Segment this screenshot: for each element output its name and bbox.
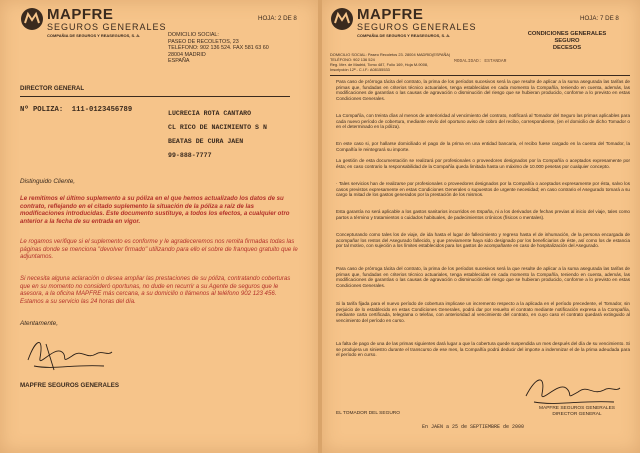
recipient-line: CL RICO DE NACIMIENTO S N bbox=[168, 124, 267, 131]
policy-number: 111-0123456789 bbox=[71, 106, 133, 114]
policy-label: Nº POLIZA: bbox=[20, 106, 64, 114]
brand-tagline: COMPAÑIA DE SEGUROS Y REASEGUROS, S. A. bbox=[47, 33, 141, 38]
right-page bbox=[322, 0, 640, 453]
company-signature-label bbox=[522, 406, 632, 418]
address-line: Reg. Mer. de Madrid, Tomo 487, Folio 169, Hoja M-9008, bbox=[330, 61, 429, 67]
paragraph-contact: Si necesita alguna aclaración o desea ampliar las prestaciones de su póliza, contratando coberturas que en su momento no consideró oportunas, no dude en recurrir a su Agente de seguros que le asesora, a la oficina MAPFRE más cercana, a su domicilio o llámenos al teléfono 902 123 456. Estamos a su servicio las 24 horas del día. bbox=[20, 275, 291, 305]
recipient-line: BEATAS DE CURA JAEN bbox=[168, 138, 244, 145]
mapfre-emblem-icon bbox=[20, 7, 44, 31]
clause-paragraph: · Tales servicios han de realizarse por profesionales o proveedores designados por la Compañía o aceptados expresamente por ésta, salvo los casos previstos expresamente en estas Condiciones Generales o supuestos de urgente necesidad; en caso contrario el Asegurado tomará a su cargo la mitad de los gastos generados por la prestación de los mismos. bbox=[336, 181, 630, 197]
page-label: HOJA: 2 DE 8 bbox=[258, 15, 297, 22]
document-title bbox=[512, 31, 622, 52]
clause-paragraph: Concepturando como tales los de viaje, de ida hasta el lugar de fallecimiento y regreso hasta el de inhumación, de la persona encargada de acompañar los restos del Asegurado fallecido, y que previamente haya sido designado por los beneficiarios de éste, así como los de estancia por tal motivo, con sujeción a los límites establecidos para los gastos de acompañante en caso de hospitalización del Asegurado. bbox=[336, 232, 630, 248]
clause-paragraph: Para caso de prórroga tácita del contrato, la prima de los períodos sucesivos será la que resulte de aplicar a la suma asegurada las tarifas de primas que, fundadas en criterios técnico actuariales, tenga establecidas en cada momento la Compañía, teniendo en cuenta, además, las modificaciones de garantías o las causas de agravación o disminución del riesgo que se hubieran producido, conforme a lo previsto en estas Condiciones Generales. bbox=[336, 79, 630, 101]
company-signature bbox=[522, 366, 622, 410]
modality-label: MODALIDAD: ESTANDAR bbox=[454, 59, 507, 64]
recipient-line: 99-888-7777 bbox=[168, 152, 212, 159]
clause-paragraph: Si la tarifa fijada para el nuevo período de cobertura implicase un incremento respecto a la aplicada en el período precedente, el Tomador, sin perjuicio de lo establecido en estas Condiciones Generales, podrá dar por resuelto el contrato mediante notificación expresa a la Compañía, mediante carta certificada, telegrama o telefax, con anterioridad al vencimiento del contrato, en cuyo caso el contrato quedará extinguido al vencimiento del período en curso. bbox=[336, 301, 630, 323]
recipient-block bbox=[168, 107, 267, 163]
brand-tagline: COMPAÑIA DE SEGUROS Y REASEGUROS, S. A. bbox=[357, 33, 451, 38]
address-line: Inscripción 12ª - C.I.F.: A08155533 bbox=[330, 66, 390, 72]
clause-paragraph: En este caso si, por hallarse domiciliado el pago de la prima en una entidad bancaria, el recibo fuese cargado en la cuenta del Tomador, la Compañía le reintegrará su importe. bbox=[336, 141, 630, 152]
divider bbox=[20, 96, 290, 97]
clause-paragraph: La Compañía, con treinta días al menos de anterioridad al vencimiento del contrato, notificará al Tomador del Seguro las primas aplicables para cada nuevo período de cobertura, mediante envío del oportuno aviso de cobro del recibo, correspondiente, (en el domicilio de dicho Tomador o en el determinado en la póliza). bbox=[336, 113, 630, 129]
clause-paragraph: La gestión de esta documentación se realizará por profesionales o proveedores designados por la Compañía o aceptados expresamente por ésta; en caso contrario la responsabilidad de la Compañía queda limitada hasta un máximo de 10.000 pesetas por cualquier concepto. bbox=[336, 158, 630, 169]
mapfre-logo bbox=[330, 7, 477, 38]
company-signature-line: MAPFRE SEGUROS GENERALES bbox=[539, 406, 615, 411]
clause-paragraph: Esta garantía no será aplicable a los gastos sanitarios incurridos en España, ni a los derivados de fechas previas al inicio del viaje, tales como partos a término y tratamientos o cuidados habituales, de padecimientos crónicos (físicos o mentales). bbox=[336, 209, 630, 220]
brand-subtitle: SEGUROS GENERALES bbox=[47, 22, 167, 32]
brand-name: MAPFRE bbox=[357, 6, 424, 23]
address-block bbox=[168, 32, 269, 65]
brand-subtitle: SEGUROS GENERALES bbox=[357, 22, 477, 32]
director-heading: DIRECTOR GENERAL bbox=[20, 85, 85, 92]
divider bbox=[330, 75, 630, 76]
recipient-line: LUCRECIA ROTA CANTARO bbox=[168, 110, 252, 117]
policy-line bbox=[20, 106, 132, 114]
date-line: En JAEN a 25 de SEPTIEMBRE de 2000 bbox=[422, 424, 525, 430]
clause-paragraph: La falta de pago de una de las primas siguientes dará lugar a que la cobertura quede suspendida un mes después del día de su vencimiento. Si se produjera un siniestro durante el transcurso de ese mes, la Compañía podrá deducir del importe a indemnizar el de la prima adeudada para el período en curso. bbox=[336, 341, 630, 357]
paragraph-supplement: Le remitimos el último suplemento a su póliza en el que hemos actualizado los datos de su contrato, reflejando en el citado suplemento la situación de la póliza a raíz de las modificaciones introducidas. Este documento sustituye, a todos los efectos, a cualquier otro anterior a la fecha de su entrada en vigor. bbox=[20, 195, 290, 225]
title-line: CONDICIONES GENERALES bbox=[527, 31, 607, 37]
tomador-label: EL TOMADOR DEL SEGURO bbox=[336, 411, 400, 416]
signature-company: MAPFRE SEGUROS GENERALES bbox=[20, 382, 120, 389]
address-line: DOMICILIO SOCIAL: bbox=[168, 32, 219, 38]
mapfre-logo bbox=[20, 7, 167, 38]
brand-name: MAPFRE bbox=[47, 6, 114, 23]
closing: Atentamente, bbox=[20, 320, 59, 327]
mapfre-emblem-icon bbox=[330, 7, 354, 31]
company-signature-line: DIRECTOR GENERAL bbox=[552, 412, 602, 417]
address-line: 28004 MADRID bbox=[168, 51, 206, 58]
address-line: ESPAÑA bbox=[168, 58, 190, 65]
address-line: TELÉFONO: 902 136 524. FAX 581 63 60 bbox=[168, 45, 269, 52]
address-line: PASEO DE RECOLETOS, 23 bbox=[168, 38, 239, 45]
left-page bbox=[0, 0, 318, 453]
director-signature bbox=[24, 330, 114, 376]
title-line: DECESOS bbox=[552, 45, 582, 51]
title-line: SEGURO bbox=[554, 38, 580, 44]
page-label: HOJA: 7 DE 8 bbox=[580, 15, 619, 22]
address-line: TELÉFONO: 902 136 524 bbox=[330, 56, 375, 62]
greeting: Distinguido Cliente, bbox=[20, 178, 76, 185]
address-block bbox=[330, 53, 450, 73]
address-line: DOMICILIO SOCIAL: Paseo Recoletos 23. 28004 MADRID(ESPAÑA) bbox=[330, 52, 451, 57]
clause-paragraph: Para caso de prórroga tácita del contrato, la prima de los períodos sucesivos será la que resulte de aplicar a la suma asegurada las tarifas de primas que, fundadas en criterios técnico actuariales, tenga establecidas en cada momento la Compañía, teniendo en cuenta, además, las modificaciones de garantías o las causas de agravación o disminución del riesgo que se hubieran producido, conforme a lo previsto en estas Condiciones Generales. bbox=[336, 266, 630, 288]
paragraph-verify: Le rogamos verifique si el suplemento es conforme y le agradeceremos nos remita firmadas todas las páginas donde se menciona "devolver firmado" utilizando para ello el sobre de franqueo gratuito que le adjuntamos. bbox=[20, 238, 298, 261]
